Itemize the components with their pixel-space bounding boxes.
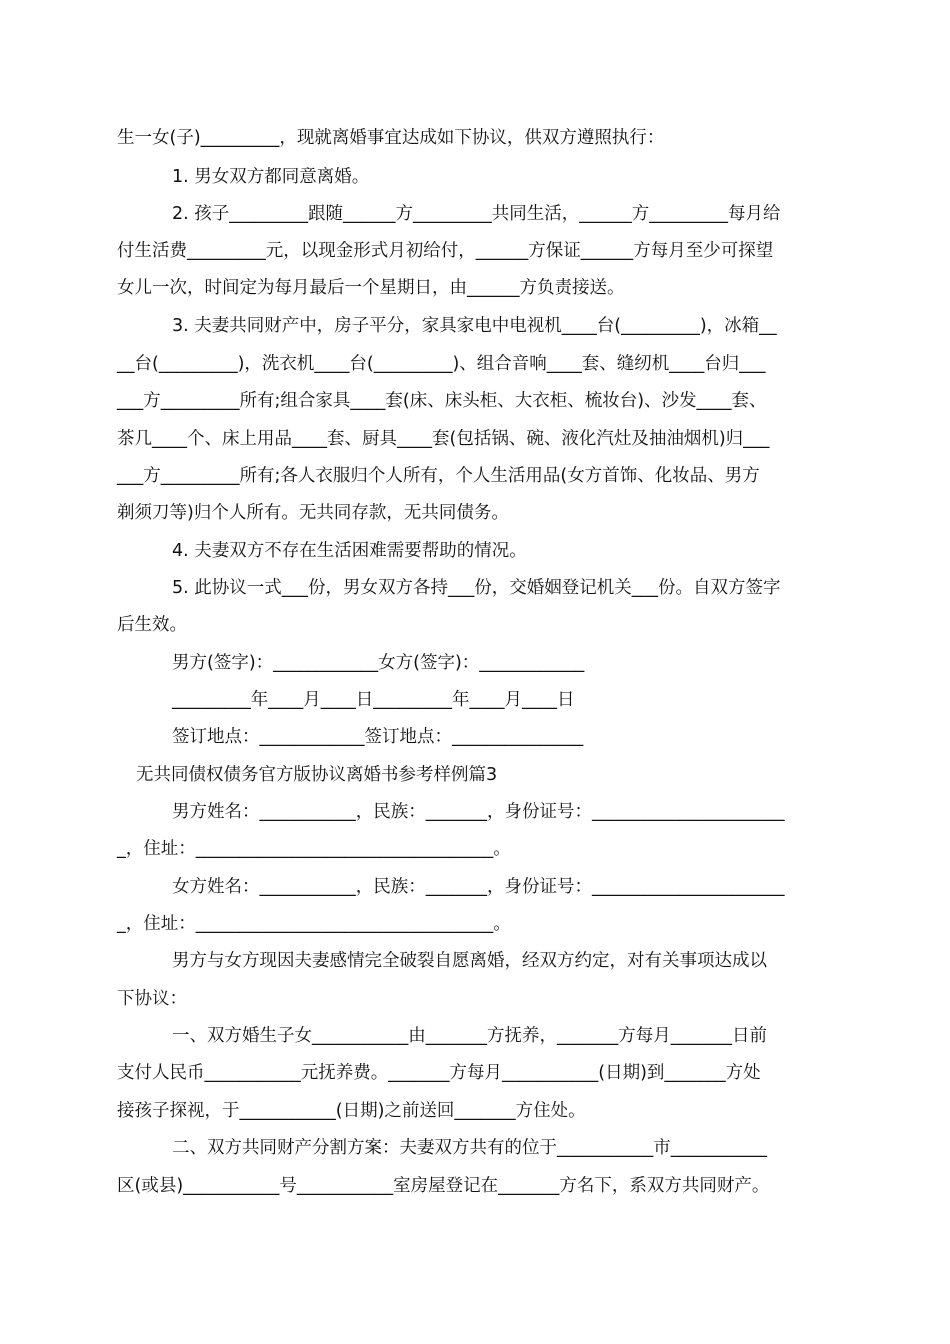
text-line: 接孩子探视，于___________(日期)之前送回_______方住处。 <box>117 1101 586 1121</box>
text-line: 1. 男女双方都同意离婚。 <box>172 167 370 187</box>
text-line: 支付人民币___________元抚养费。_______方每月___________(日期)到_______方处 <box>117 1063 761 1083</box>
text-line: _，住址：__________________________________。 <box>117 914 511 934</box>
text-line: 付生活费_________元，以现金形式月初给付，______方保证______方每月至少可探望 <box>117 241 774 261</box>
signature-line: 男方(签字)：____________女方(签字)：____________ <box>172 653 585 673</box>
text-line: 后生效。 <box>117 615 187 635</box>
text-line: 3. 夫妻共同财产中，房子平分，家具家电中电视机____台(_________)，冰箱__ <box>172 316 777 336</box>
date-line: _________年____月____日_________年____月____日 <box>172 690 575 710</box>
text-line: _，住址：__________________________________。 <box>117 839 511 859</box>
text-line: 剃须刀等)归个人所有。无共同存款，无共同债务。 <box>117 503 509 523</box>
text-line: 一、双方婚生子女___________由_______方抚养，_______方每月_______日前 <box>172 1026 767 1046</box>
section-heading: 无共同债权债务官方版协议离婚书参考样例篇3 <box>136 765 498 785</box>
text-line: 5. 此协议一式___份，男女双方各持___份，交婚姻登记机关___份。自双方签字 <box>172 578 781 598</box>
text-line: 下协议： <box>117 989 187 1009</box>
text-line: 女儿一次，时间定为每月最后一个星期日，由______方负责接送。 <box>117 278 625 298</box>
text-line: ___方_________所有;组合家具____套(床、床头柜、大衣柜、梳妆台)、沙发____套、 <box>117 391 767 411</box>
text-line: 茶几____个、床上用品____套、厨具____套(包括锅、碗、液化汽灶及抽油烟机)归___ <box>117 429 770 449</box>
text-line: 2. 孩子_________跟随______方_________共同生活，______方_________每月给 <box>172 204 781 224</box>
text-line: 区(或县)___________号___________室房屋登记在_______方名下，系双方共同财产。 <box>117 1176 770 1196</box>
text-line: 女方姓名：___________，民族：_______，身份证号：______________________ <box>172 877 785 897</box>
text-line: __台(_________)，洗衣机____台(_________)、组合音响____套、缝纫机____台归___ <box>117 354 766 374</box>
text-line: 男方姓名：___________，民族：_______，身份证号：______________________ <box>172 802 785 822</box>
text-line: 男方与女方现因夫妻感情完全破裂自愿离婚，经双方约定，对有关事项达成以 <box>172 951 767 971</box>
text-line: 二、双方共同财产分割方案：夫妻双方共有的位于___________市___________ <box>172 1138 767 1158</box>
location-line: 签订地点：____________签订地点：_______________ <box>172 727 584 747</box>
text-line: 生一女(子)_________，现就离婚事宜达成如下协议，供双方遵照执行： <box>117 128 665 148</box>
text-line: 4. 夫妻双方不存在生活困难需要帮助的情况。 <box>172 541 527 561</box>
text-line: ___方_________所有;各人衣服归个人所有，个人生活用品(女方首饰、化妆品、男方 <box>117 466 760 486</box>
